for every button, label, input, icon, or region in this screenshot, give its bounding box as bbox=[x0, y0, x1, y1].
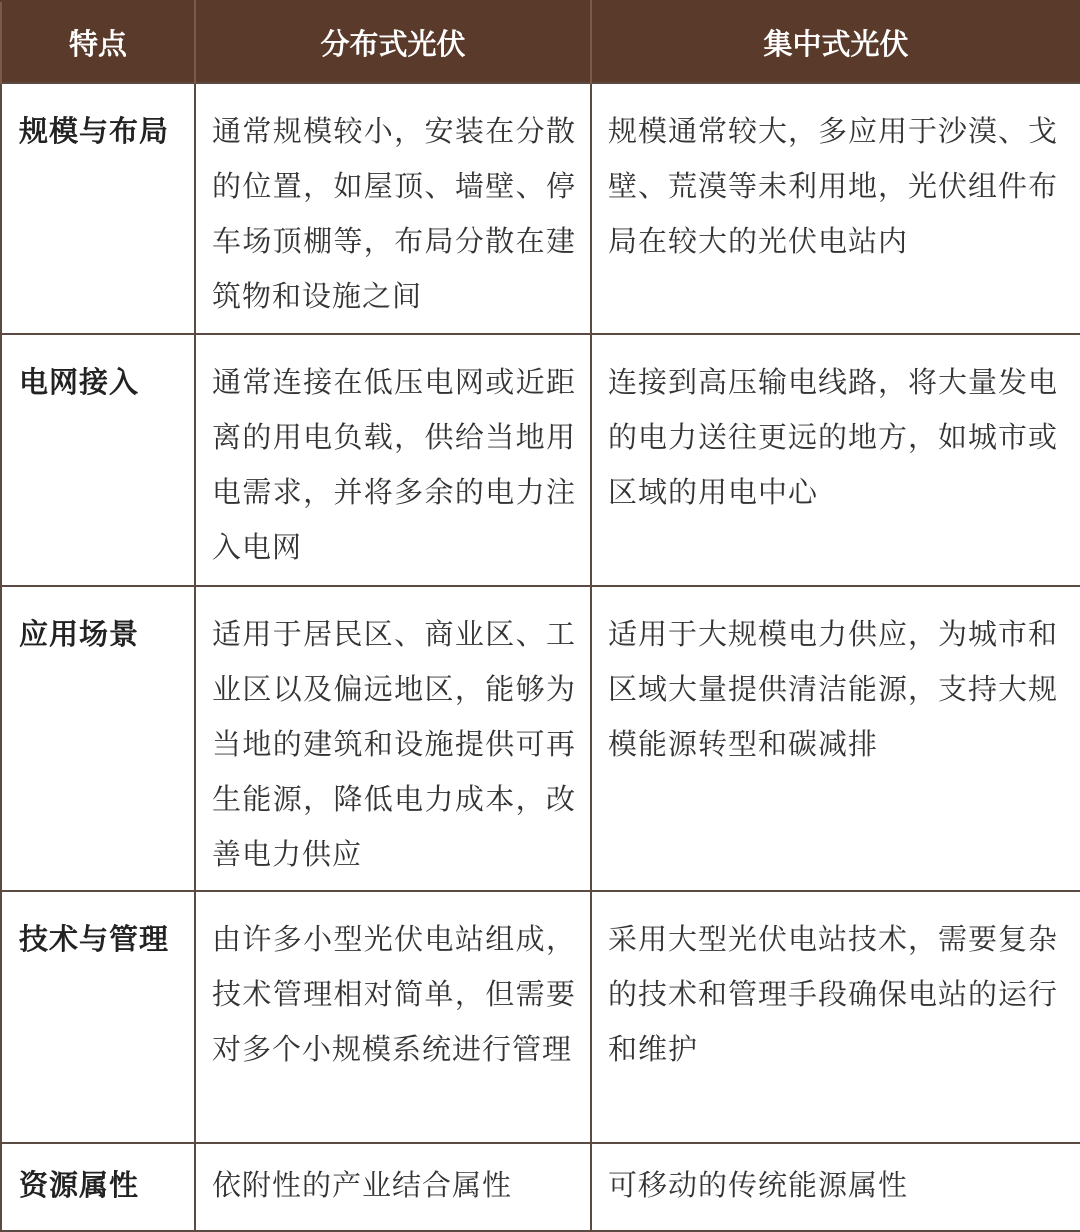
centralized-cell: 适用于大规模电力供应，为城市和区域大量提供清洁能源，支持大规模能源转型和碳减排 bbox=[591, 586, 1080, 891]
header-centralized: 集中式光伏 bbox=[591, 1, 1080, 83]
centralized-cell: 可移动的传统能源属性 bbox=[591, 1143, 1080, 1231]
centralized-cell: 规模通常较大，多应用于沙漠、戈壁、荒漠等未利用地，光伏组件布局在较大的光伏电站内 bbox=[591, 83, 1080, 334]
table-row bbox=[1, 1143, 1080, 1231]
table-body bbox=[1, 83, 1080, 1231]
feature-cell: 资源属性 bbox=[1, 1143, 195, 1231]
feature-cell: 电网接入 bbox=[1, 334, 195, 586]
distributed-cell: 适用于居民区、商业区、工业区以及偏远地区，能够为当地的建筑和设施提供可再生能源，降低电力成本，改善电力供应 bbox=[195, 586, 591, 891]
feature-cell: 规模与布局 bbox=[1, 83, 195, 334]
table-row bbox=[1, 586, 1080, 891]
feature-cell: 技术与管理 bbox=[1, 891, 195, 1143]
distributed-cell: 通常规模较小，安装在分散的位置，如屋顶、墙壁、停车场顶棚等，布局分散在建筑物和设施之间 bbox=[195, 83, 591, 334]
distributed-cell: 由许多小型光伏电站组成，技术管理相对简单，但需要对多个小规模系统进行管理 bbox=[195, 891, 591, 1143]
centralized-cell: 采用大型光伏电站技术，需要复杂的技术和管理手段确保电站的运行和维护 bbox=[591, 891, 1080, 1143]
distributed-cell: 依附性的产业结合属性 bbox=[195, 1143, 591, 1231]
table-header bbox=[1, 1, 1080, 83]
distributed-cell: 通常连接在低压电网或近距离的用电负载，供给当地用电需求，并将多余的电力注入电网 bbox=[195, 334, 591, 586]
header-feature: 特点 bbox=[1, 1, 195, 83]
header-distributed: 分布式光伏 bbox=[195, 1, 591, 83]
feature-cell: 应用场景 bbox=[1, 586, 195, 891]
header-row bbox=[1, 1, 1080, 83]
table-row bbox=[1, 334, 1080, 586]
table-row bbox=[1, 891, 1080, 1143]
centralized-cell: 连接到高压输电线路，将大量发电的电力送往更远的地方，如城市或区域的用电中心 bbox=[591, 334, 1080, 586]
table-row bbox=[1, 83, 1080, 334]
